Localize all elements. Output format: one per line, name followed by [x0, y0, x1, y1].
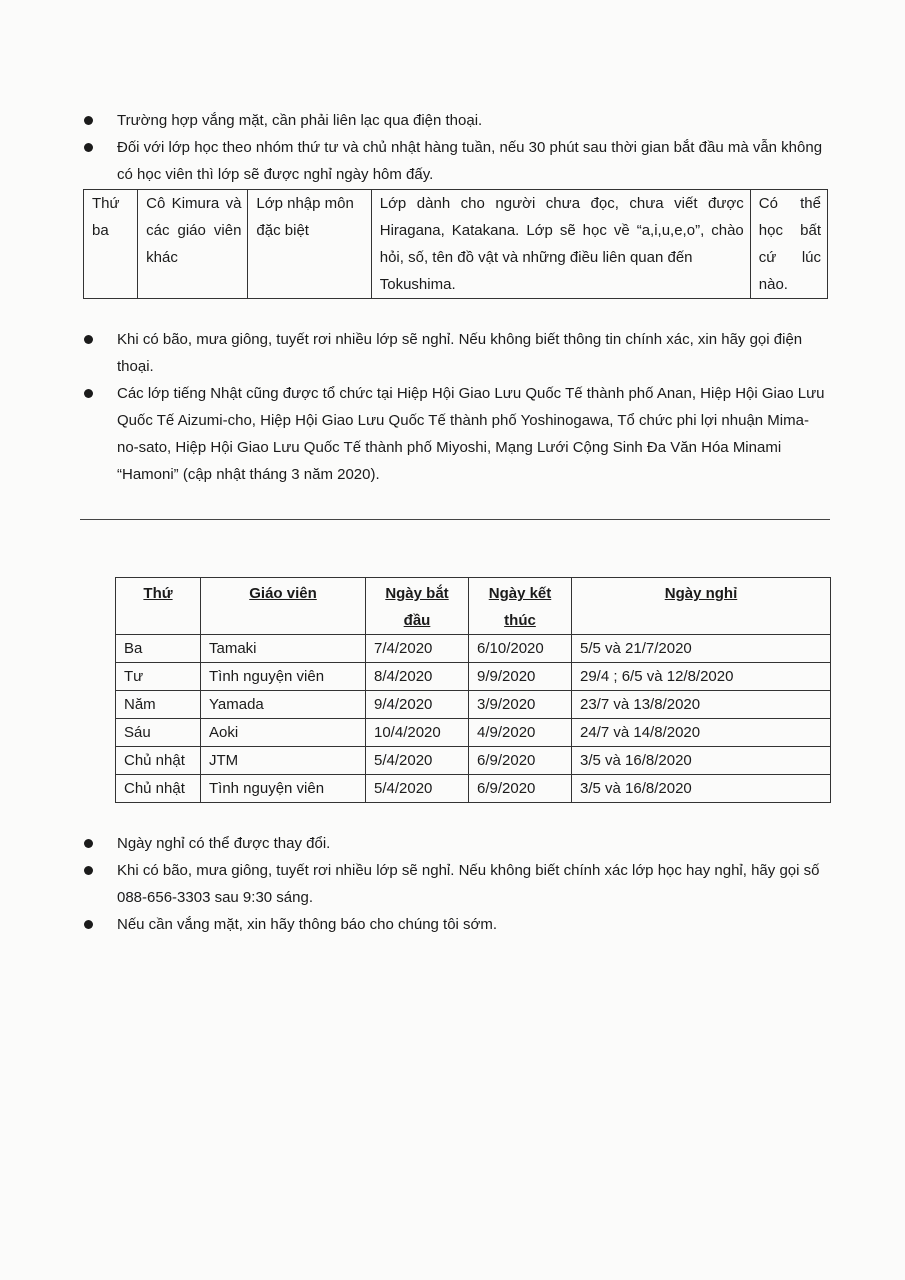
class-teacher-cell: Cô Kimura và các giáo viên khác [138, 190, 248, 299]
table-row [116, 635, 831, 663]
cell-end-date: 6/9/2020 [469, 775, 572, 803]
cell-day: Chủ nhật [116, 747, 201, 775]
cell-start-date: 7/4/2020 [366, 635, 469, 663]
header-days-off: Ngày nghỉ [572, 578, 831, 635]
cell-end-date: 4/9/2020 [469, 719, 572, 747]
cell-teacher: Yamada [201, 691, 366, 719]
cell-day: Ba [116, 635, 201, 663]
cell-day: Chủ nhật [116, 775, 201, 803]
note-item: Ngày nghỉ có thể được thay đổi. [84, 830, 830, 857]
table-row [116, 747, 831, 775]
top-notes-list [84, 107, 830, 188]
class-schedule-cell: Có thể học bất cứ lúc nào. [750, 190, 827, 299]
table-header-row [116, 578, 831, 635]
cell-start-date: 9/4/2020 [366, 691, 469, 719]
note-item: Khi có bão, mưa giông, tuyết rơi nhiều lớp sẽ nghỉ. Nếu không biết thông tin chính xác, xin hãy gọi điện thoại. [84, 326, 830, 380]
cell-teacher: Tamaki [201, 635, 366, 663]
cell-day: Năm [116, 691, 201, 719]
cell-start-date: 5/4/2020 [366, 775, 469, 803]
class-schedule-table [115, 577, 831, 803]
class-description-text: Lớp dành cho người chưa đọc, chưa viết được Hiragana, Katakana. Lớp sẽ học về “a,i,u,e,o”, chào hỏi, số, tên đồ vật và những điều liên quan đến [379, 195, 744, 266]
cell-day: Sáu [116, 719, 201, 747]
bottom-notes-list [84, 830, 830, 938]
header-teacher: Giáo viên [201, 578, 366, 635]
middle-notes-list [84, 326, 830, 488]
note-item: Khi có bão, mưa giông, tuyết rơi nhiều lớp sẽ nghỉ. Nếu không biết chính xác lớp học hay nghỉ, hãy gọi số 088-656-3303 sau 9:30 sáng. [84, 857, 830, 911]
class-description-cell [371, 190, 750, 299]
header-start-date: Ngày bắt đầu [366, 578, 469, 635]
cell-start-date: 5/4/2020 [366, 747, 469, 775]
cell-start-date: 8/4/2020 [366, 663, 469, 691]
cell-teacher: Tình nguyện viên [201, 663, 366, 691]
cell-end-date: 6/10/2020 [469, 635, 572, 663]
special-class-table [83, 189, 828, 299]
cell-start-date: 10/4/2020 [366, 719, 469, 747]
cell-end-date: 9/9/2020 [469, 663, 572, 691]
cell-days-off: 24/7 và 14/8/2020 [572, 719, 831, 747]
table-row [116, 663, 831, 691]
cell-end-date: 6/9/2020 [469, 747, 572, 775]
cell-teacher: Tình nguyện viên [201, 775, 366, 803]
cell-days-off: 5/5 và 21/7/2020 [572, 635, 831, 663]
class-description-text: Tokushima. [379, 276, 456, 293]
table-row [116, 719, 831, 747]
class-type-cell: Lớp nhập môn đặc biệt [248, 190, 371, 299]
cell-days-off: 3/5 và 16/8/2020 [572, 747, 831, 775]
cell-days-off: 3/5 và 16/8/2020 [572, 775, 831, 803]
table-row [84, 190, 828, 299]
note-item: Nếu cần vắng mặt, xin hãy thông báo cho chúng tôi sớm. [84, 911, 830, 938]
cell-days-off: 23/7 và 13/8/2020 [572, 691, 831, 719]
class-day-cell: Thứ ba [84, 190, 138, 299]
cell-teacher: Aoki [201, 719, 366, 747]
note-item: Đối với lớp học theo nhóm thứ tư và chủ nhật hàng tuần, nếu 30 phút sau thời gian bắt đầu mà vẫn không có học viên thì lớp sẽ được nghỉ ngày hôm đấy. [84, 134, 830, 188]
note-item: Trường hợp vắng mặt, cần phải liên lạc qua điện thoại. [84, 107, 830, 134]
table-row [116, 775, 831, 803]
header-day: Thứ [116, 578, 201, 635]
header-end-date: Ngày kết thúc [469, 578, 572, 635]
table-row [116, 691, 831, 719]
cell-day: Tư [116, 663, 201, 691]
cell-teacher: JTM [201, 747, 366, 775]
note-item: Các lớp tiếng Nhật cũng được tổ chức tại Hiệp Hội Giao Lưu Quốc Tế thành phố Anan, Hiệp Hội Giao Lưu Quốc Tế Aizumi-cho, Hiệp Hội Giao Lưu Quốc Tế thành phố Yoshinogawa, Tổ chức phi lợi nhuận Mima-no-sato, Hiệp Hội Giao Lưu Quốc Tế thành phố Miyoshi, Mạng Lưới Cộng Sinh Đa Văn Hóa Minami “Hamoni” (cập nhật tháng 3 năm 2020). [84, 380, 830, 488]
section-divider [80, 519, 830, 520]
cell-end-date: 3/9/2020 [469, 691, 572, 719]
cell-days-off: 29/4 ; 6/5 và 12/8/2020 [572, 663, 831, 691]
